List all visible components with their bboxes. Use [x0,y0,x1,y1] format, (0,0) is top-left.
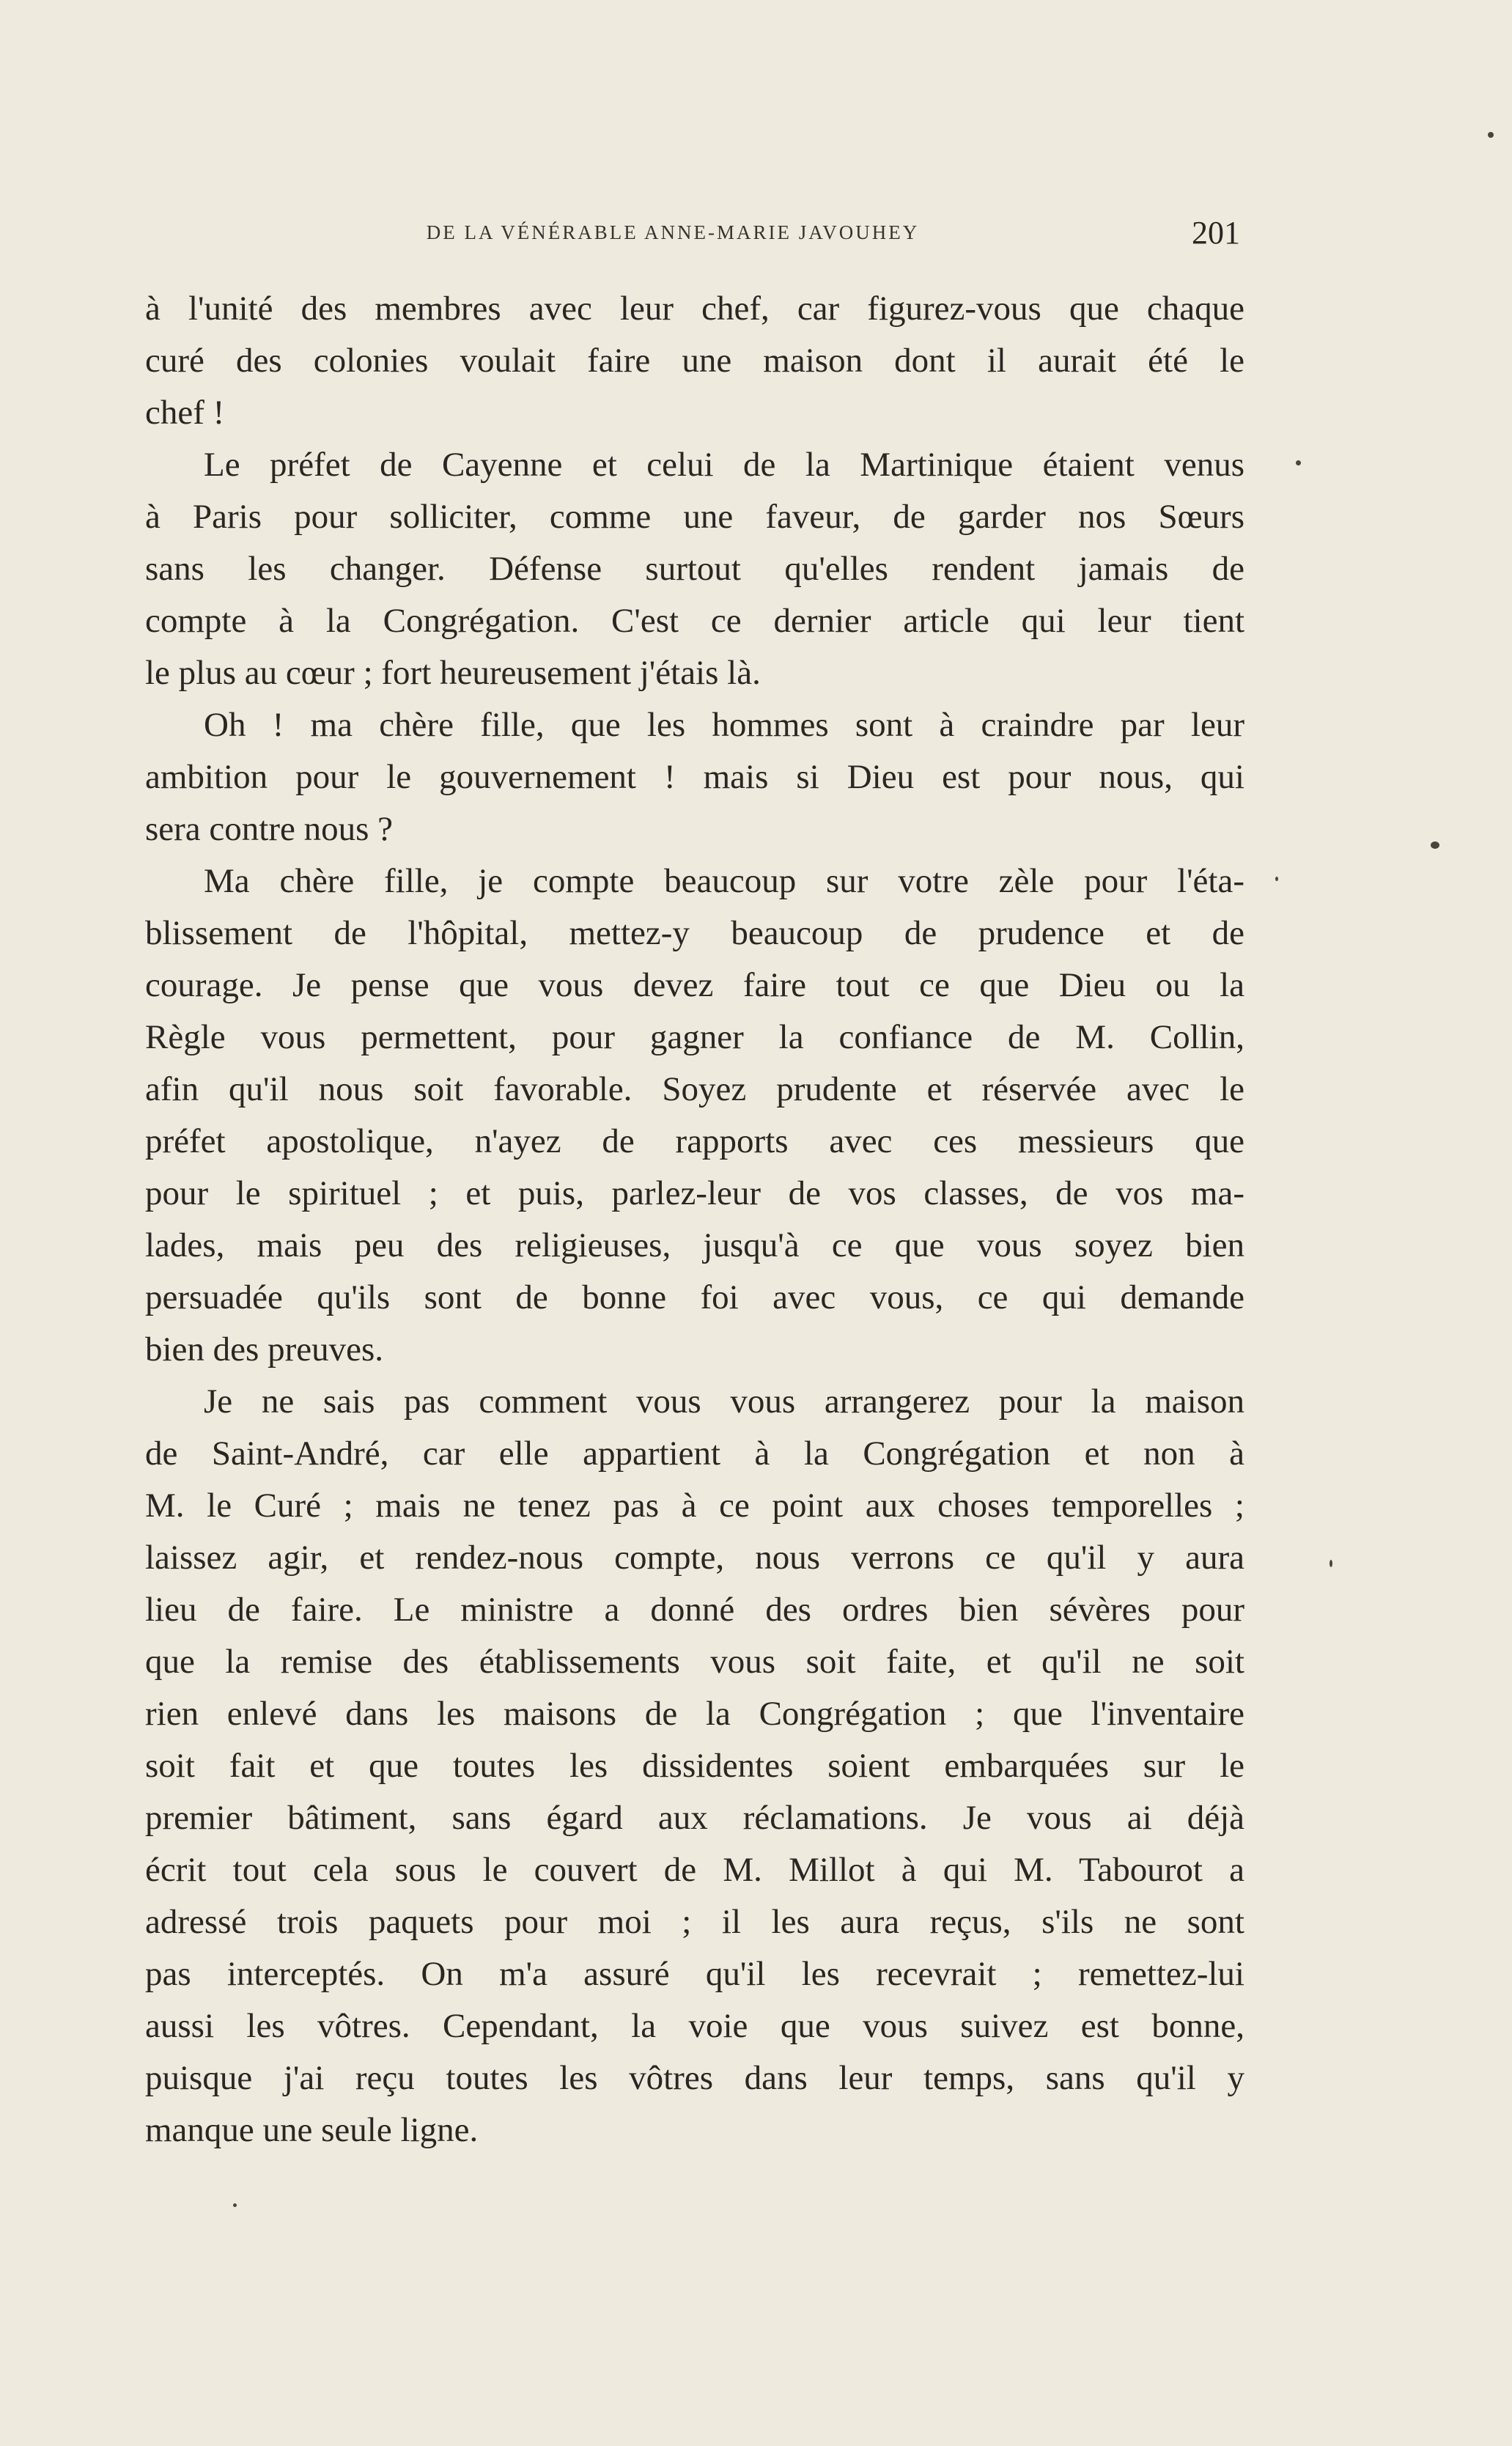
print-speck [1275,877,1278,881]
text-line: soit fait et que toutes les dissidentes soient embarquées sur le [145,1747,1244,1785]
body-text [145,283,1244,2156]
text-line: compte à la Congrégation. C'est ce dernier article qui leur tient [145,602,1244,640]
text-line: à l'unité des membres avec leur chef, car figurez-vous que chaque [145,290,1244,328]
text-line: adressé trois paquets pour moi ; il les aura reçus, s'ils ne sont [145,1903,1244,1941]
text-line: écrit tout cela sous le couvert de M. Millot à qui M. Tabourot a [145,1851,1244,1889]
text-line: rien enlevé dans les maisons de la Congrégation ; que l'inventaire [145,1695,1244,1733]
text-line: Je ne sais pas comment vous vous arrangerez pour la maison [204,1382,1244,1421]
text-line: manque une seule ligne. [145,2111,479,2149]
text-line: à Paris pour solliciter, comme une faveur, de garder nos Sœurs [145,498,1244,536]
print-speck [1431,841,1439,849]
text-line: Le préfet de Cayenne et celui de la Martinique étaient venus [204,446,1244,484]
text-line: lieu de faire. Le ministre a donné des ordres bien sévères pour [145,1591,1244,1629]
text-line: de Saint-André, car elle appartient à la Congrégation et non à [145,1434,1244,1473]
page-header [145,214,1246,258]
text-line: pas interceptés. On m'a assuré qu'il les recevrait ; remettez-lui [145,1955,1244,1993]
text-line: laissez agir, et rendez-nous compte, nous verrons ce qu'il y aura [145,1539,1244,1577]
page-number: 201 [1192,215,1240,251]
print-speck [1330,1560,1332,1567]
text-line: aussi les vôtres. Cependant, la voie que vous suivez est bonne, [145,2007,1244,2045]
text-line: sans les changer. Défense surtout qu'elles rendent jamais de [145,550,1244,588]
text-line: Ma chère fille, je compte beaucoup sur votre zèle pour l'éta- [204,862,1244,900]
text-line: M. le Curé ; mais ne tenez pas à ce point aux choses temporelles ; [145,1487,1244,1525]
text-line: courage. Je pense que vous devez faire tout ce que Dieu ou la [145,966,1244,1004]
text-line: préfet apostolique, n'ayez de rapports avec ces messieurs que [145,1122,1244,1160]
text-line: Oh ! ma chère fille, que les hommes sont à craindre par leur [204,706,1244,744]
text-line: persuadée qu'ils sont de bonne foi avec vous, ce qui demande [145,1278,1244,1316]
text-line: le plus au cœur ; fort heureusement j'étais là. [145,654,761,692]
print-speck [233,2203,237,2207]
text-line: blissement de l'hôpital, mettez-y beaucoup de prudence et de [145,914,1244,952]
text-line: puisque j'ai reçu toutes les vôtres dans leur temps, sans qu'il y [145,2059,1244,2097]
text-line: sera contre nous ? [145,810,393,848]
text-line: Règle vous permettent, pour gagner la confiance de M. Collin, [145,1018,1244,1056]
print-speck [1488,132,1494,138]
text-line: ambition pour le gouvernement ! mais si Dieu est pour nous, qui [145,758,1244,796]
text-line: chef ! [145,394,225,432]
text-line: curé des colonies voulait faire une maison dont il aurait été le [145,342,1244,380]
text-line: lades, mais peu des religieuses, jusqu'à ce que vous soyez bien [145,1226,1244,1264]
text-line: afin qu'il nous soit favorable. Soyez prudente et réservée avec le [145,1070,1244,1108]
print-speck [1296,460,1301,465]
text-line: premier bâtiment, sans égard aux réclamations. Je vous ai déjà [145,1799,1244,1837]
text-line: bien des preuves. [145,1330,383,1368]
running-head: DE LA VÉNÉRABLE ANNE-MARIE JAVOUHEY [426,221,920,243]
text-line: pour le spirituel ; et puis, parlez-leur de vos classes, de vos ma- [145,1174,1244,1212]
text-line: que la remise des établissements vous soit faite, et qu'il ne soit [145,1643,1244,1681]
